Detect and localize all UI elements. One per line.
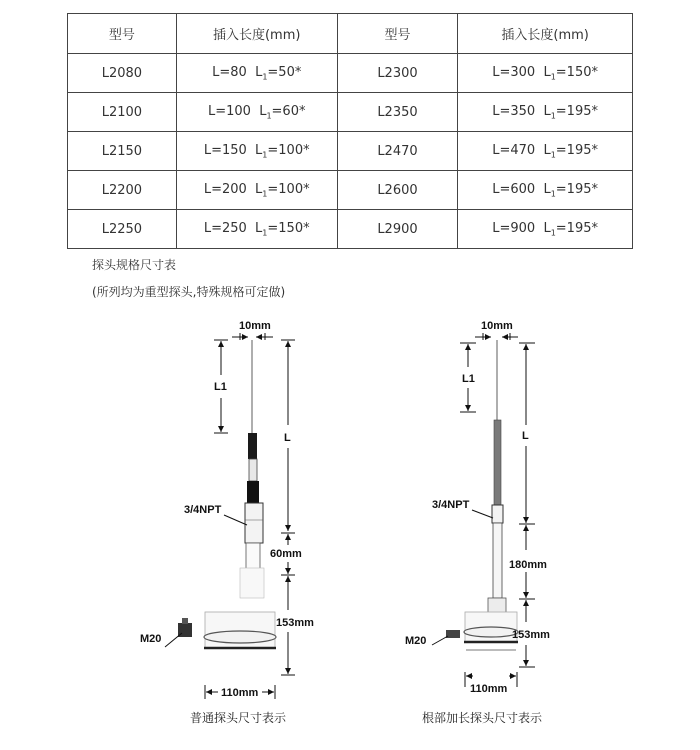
length-l1: =195* — [555, 181, 598, 197]
length-l1: =150* — [555, 64, 598, 80]
l1-sub: 1 — [550, 111, 556, 121]
l1-prefix: L — [543, 181, 551, 197]
length-l1: =100* — [267, 142, 310, 158]
model-cell: L2470 — [337, 132, 458, 171]
l1-sub: 1 — [550, 228, 556, 238]
tip-width-label: 10mm — [239, 320, 271, 332]
l1-sub: 1 — [262, 72, 268, 82]
l1-sub: 1 — [262, 189, 268, 199]
model-cell: L2250 — [68, 210, 177, 249]
conduit-label: M20 — [405, 635, 427, 647]
length-l: L=150 — [203, 142, 247, 158]
model-cell: L2600 — [337, 171, 458, 210]
length-l: L=80 — [212, 64, 247, 80]
l1-prefix: L — [543, 142, 551, 158]
remark-text: (所列均为重型探头,特殊规格可定做) — [92, 285, 286, 299]
l1-label: L1 — [462, 373, 475, 385]
head-height-label: 153mm — [512, 629, 550, 641]
extension-label: 180mm — [509, 559, 547, 571]
header-length-b: 插入长度(mm) — [458, 14, 633, 54]
standard-probe-caption: 普通探头尺寸表示 — [190, 711, 287, 725]
table-caption: 探头规格尺寸表 — [92, 258, 177, 272]
model-cell: L2900 — [337, 210, 458, 249]
thread-label: 3/4NPT — [432, 499, 470, 511]
extended-probe-drawing — [405, 320, 550, 695]
length-l: L=100 — [207, 103, 251, 119]
l1-prefix: L — [259, 103, 267, 119]
head-width-label: 110mm — [470, 683, 508, 695]
model-cell: L2350 — [337, 93, 458, 132]
length-l1: =150* — [267, 220, 310, 236]
length-l1: =60* — [271, 103, 306, 119]
header-model-a: 型号 — [68, 14, 177, 54]
length-l: L=350 — [492, 103, 536, 119]
extended-probe-caption: 根部加长探头尺寸表示 — [422, 711, 543, 725]
header-length-a: 插入长度(mm) — [176, 14, 337, 54]
model-cell: L2300 — [337, 54, 458, 93]
l1-sub: 1 — [266, 111, 272, 121]
probe-body — [178, 340, 276, 648]
head-height-label: 153mm — [276, 617, 314, 629]
length-l1: =100* — [267, 181, 310, 197]
l1-sub: 1 — [262, 228, 268, 238]
l1-sub: 1 — [262, 150, 268, 160]
model-cell: L2100 — [68, 93, 177, 132]
length-l: L=470 — [492, 142, 536, 158]
length-l: L=900 — [492, 220, 536, 236]
model-cell: L2080 — [68, 54, 177, 93]
l1-prefix: L — [543, 103, 551, 119]
length-l1: =195* — [555, 220, 598, 236]
l-label: L — [284, 432, 291, 444]
l1-sub: 1 — [550, 72, 556, 82]
standard-probe-drawing — [140, 320, 314, 699]
gap-label: 60mm — [270, 548, 302, 560]
model-cell: L2200 — [68, 171, 177, 210]
l1-prefix: L — [255, 64, 263, 80]
l1-sub: 1 — [550, 189, 556, 199]
length-l: L=250 — [203, 220, 247, 236]
conduit-label: M20 — [140, 633, 162, 645]
length-l1: =195* — [555, 142, 598, 158]
length-l1: =195* — [555, 103, 598, 119]
l1-prefix: L — [255, 181, 263, 197]
length-l: L=300 — [492, 64, 536, 80]
model-cell: L2150 — [68, 132, 177, 171]
head-width-label: 110mm — [221, 687, 259, 699]
l1-label: L1 — [214, 381, 227, 393]
length-l: L=600 — [492, 181, 536, 197]
header-model-b: 型号 — [337, 14, 458, 54]
l1-prefix: L — [255, 220, 263, 236]
l1-sub: 1 — [550, 150, 556, 160]
thread-label: 3/4NPT — [184, 504, 222, 516]
l-label: L — [522, 430, 529, 442]
tip-width-label: 10mm — [481, 320, 513, 332]
l1-prefix: L — [543, 64, 551, 80]
probe-body — [446, 340, 518, 650]
length-l: L=200 — [203, 181, 247, 197]
length-l1: =50* — [267, 64, 302, 80]
l1-prefix: L — [255, 142, 263, 158]
l1-prefix: L — [543, 220, 551, 236]
